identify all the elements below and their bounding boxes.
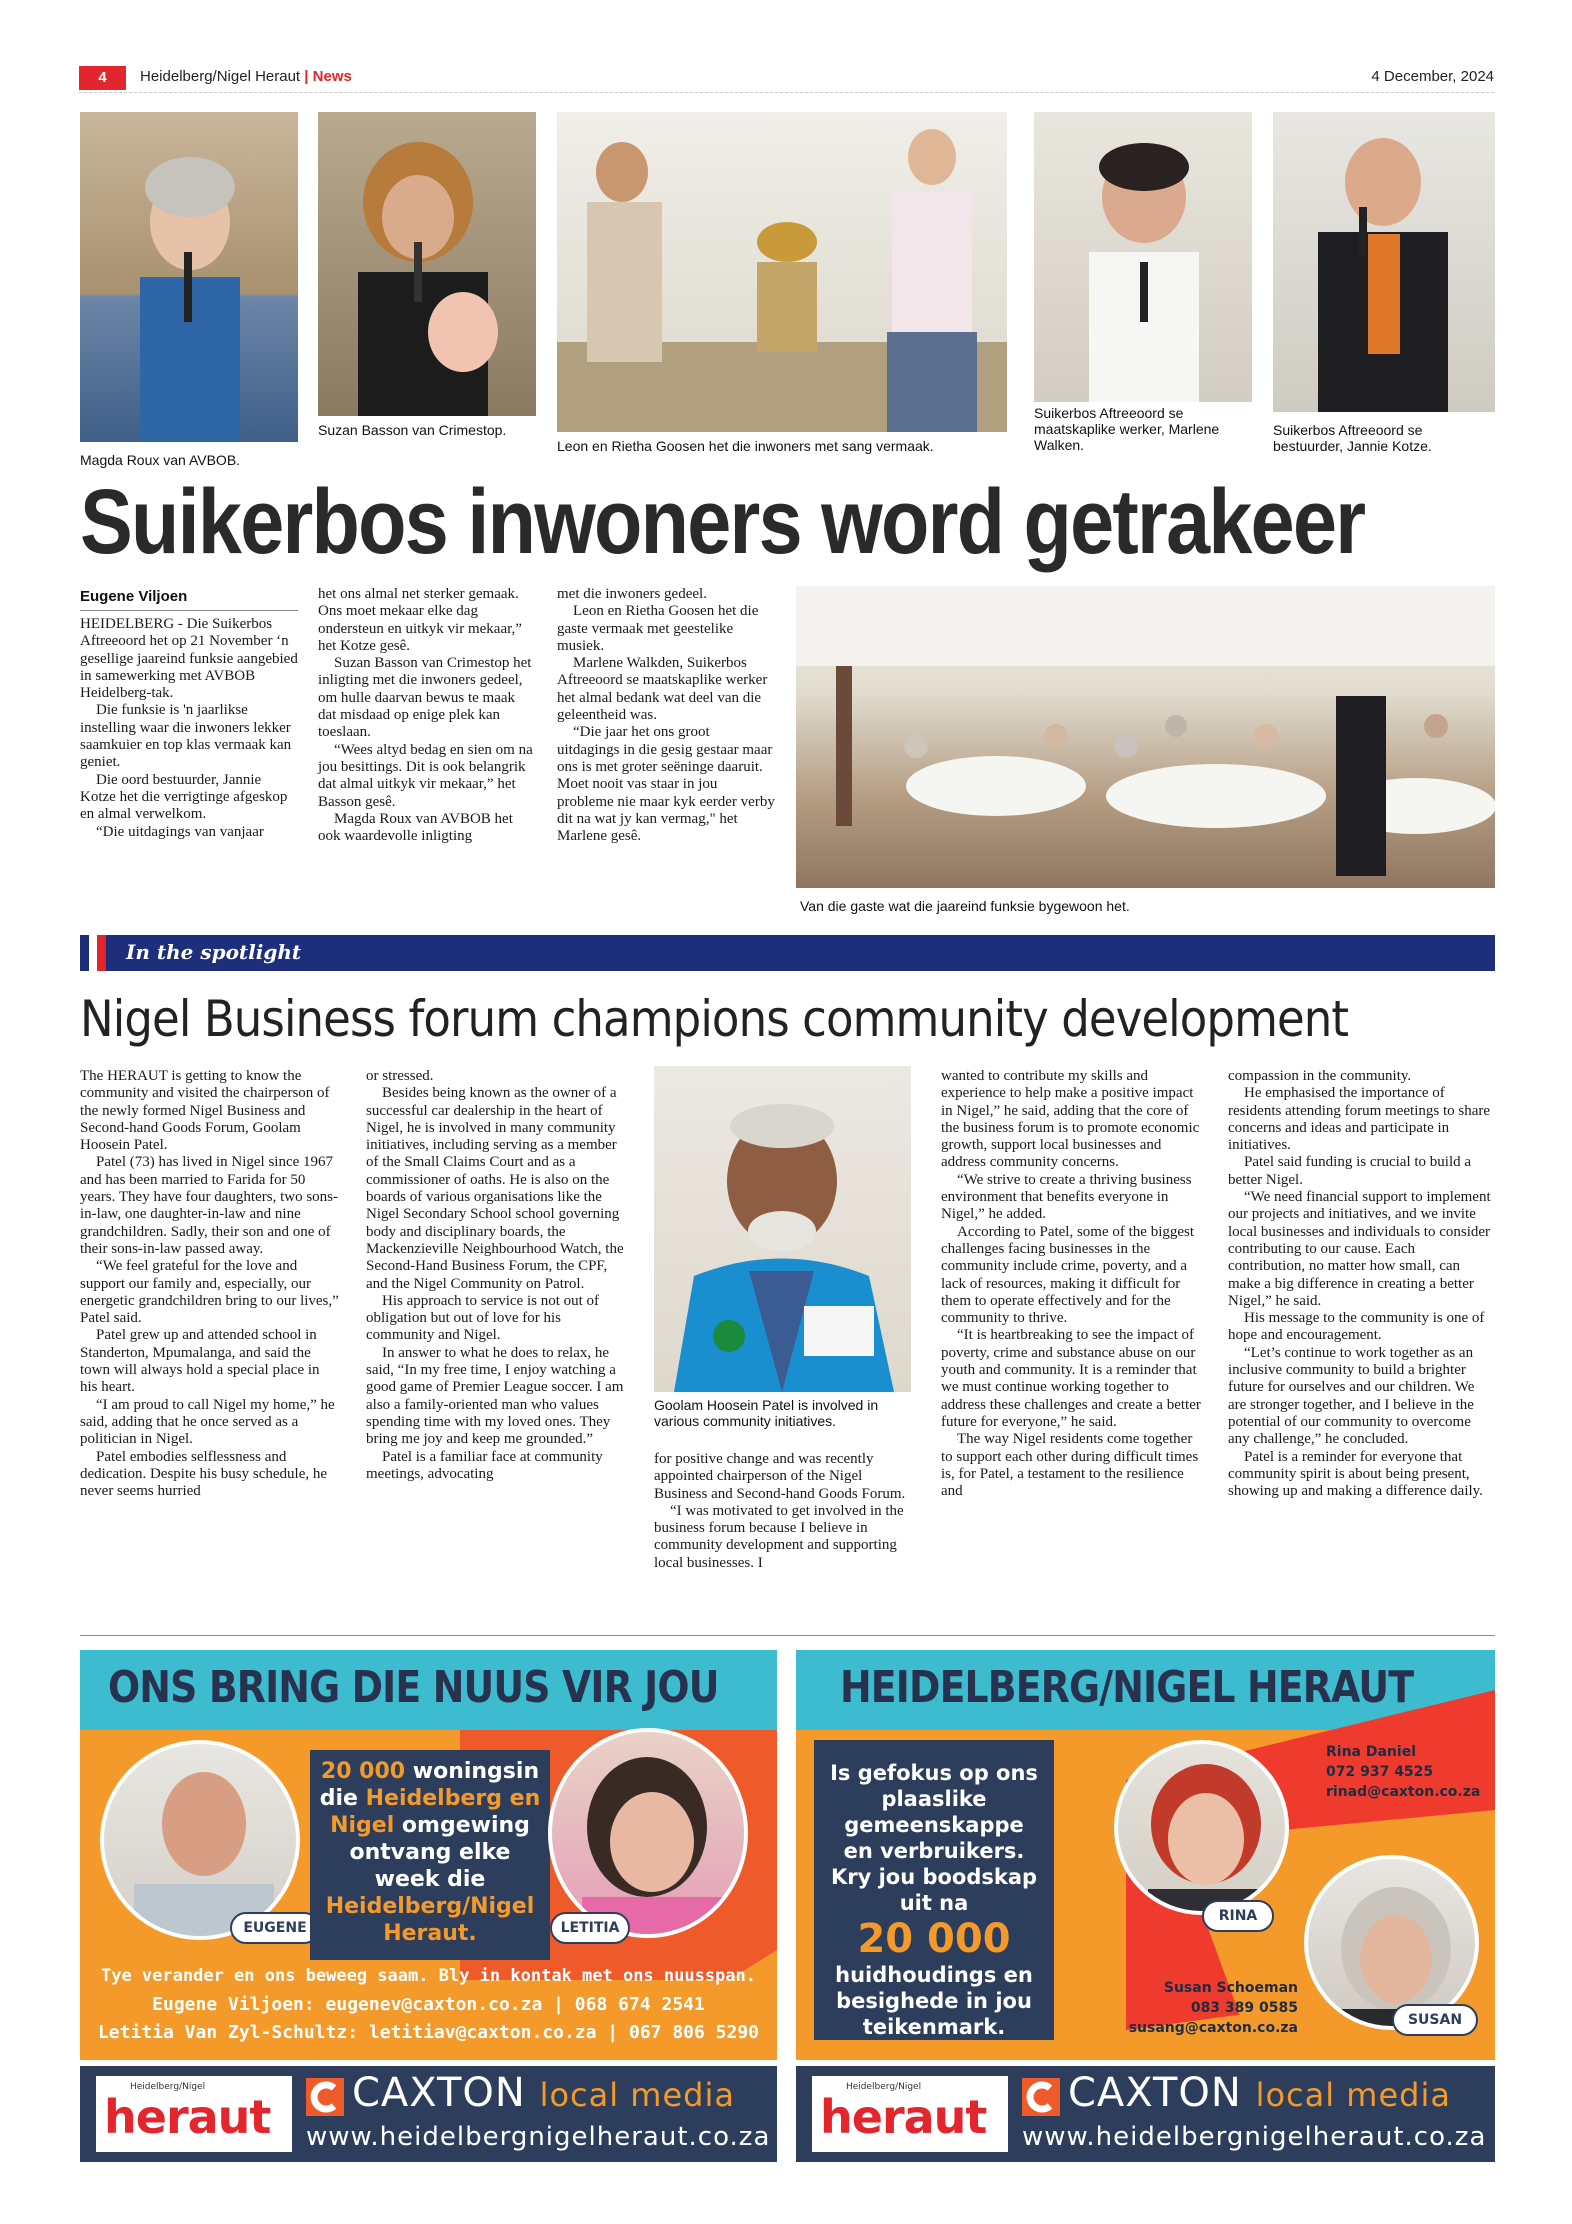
- article2-headline: Nigel Business forum champions community development: [80, 990, 1349, 1048]
- ad-left-tagline: Tye verander en ons beweeg saam. Bly in kontak met ons nuusspan.: [100, 1966, 757, 1986]
- article2-column-5: [1228, 1068, 1494, 1500]
- photo-figure: [1118, 1744, 1289, 1915]
- logo-big-text: heraut: [104, 2090, 271, 2144]
- photo-figure: [1034, 112, 1252, 402]
- paragraph: Patel embodies selflessness and dedication. Despite his busy schedule, he never seems hurried: [80, 1448, 328, 1500]
- ad-advertising: [796, 1650, 1495, 2060]
- photo-marlene-walken: [1034, 112, 1252, 402]
- caption-marlene-walken: Suikerbos Aftreeoord se maatskaplike werker, Marlene Walken.: [1034, 405, 1220, 453]
- header-divider: [79, 92, 1494, 93]
- caption-event-guests: Van die gaste wat die jaareind funksie bygewoon het.: [800, 898, 1130, 914]
- highlight-text: Nigel: [330, 1813, 395, 1838]
- paragraph: het ons almal net sterker gemaak. Ons moet mekaar elke dag ondersteun en uitkyk vir mekaar,” het Kotze gesê.: [318, 586, 522, 654]
- photo-figure: [318, 112, 536, 416]
- local-media-text: local media: [1255, 2076, 1451, 2114]
- name-tag-eugene: EUGENE: [230, 1912, 320, 1944]
- logo-big-text: heraut: [820, 2090, 987, 2144]
- paragraph: His message to the community is one of hope and encouragement.: [1228, 1310, 1485, 1344]
- heraut-logo: [812, 2076, 1008, 2152]
- paragraph: Die funksie is 'n jaarlikse instelling waar die inwoners lekker saamkuier en top klas vermaak kan geniet.: [80, 702, 292, 771]
- paragraph: Besides being known as the owner of a successful car dealership in the heart of Nigel, he is involved in many community initiatives, including serving as a member of the Small Claims Court and as a commissioner of oaths. He is also on the boards of various organisations like the Nigel Secondary School school governing body and disciplinary boards, the Mackenzieville Neighbourhood Watch, the Second-Hand Business Forum, the CPF, and the Nigel Community on Patrol.: [366, 1085, 624, 1292]
- article1-column-1: [80, 616, 298, 841]
- contact-name: Rina Daniel: [1326, 1744, 1416, 1760]
- photo-figure: [552, 1732, 748, 1938]
- contact-email[interactable]: susang@caxton.co.za: [1128, 2020, 1298, 2036]
- caxton-logo-icon: [306, 2078, 344, 2116]
- ad-news-team: [80, 1650, 777, 2060]
- paragraph: met die inwoners gedeel.: [557, 586, 707, 602]
- paragraph: “We need financial support to implement our projects and initiatives, and we invite local businesses and individuals to consider contributing to our cause. Each contribution, no matter how small, can make a big difference in creating a better Nigel,” he said.: [1228, 1189, 1491, 1309]
- message-text: omgewing: [394, 1813, 530, 1838]
- highlight-text: Heidelberg/Nigel: [325, 1894, 535, 1919]
- paragraph: Marlene Walkden, Suikerbos Aftreeoord se maatskaplike werker het almal bedank wat deel van die geleentheid was.: [557, 655, 768, 724]
- page-number: 4: [79, 66, 126, 90]
- paragraph: Patel (73) has lived in Nigel since 1967 and has been married to Farida for 50 years. They have four daughters, two sons-in-law, one daughter-in-law and nine grandchildren. Sadly, their son and one of their sons-in-law passed away.: [80, 1154, 338, 1257]
- photo-figure: [557, 112, 1007, 432]
- caption-goosen-singers: Leon en Rietha Goosen het die inwoners met sang vermaak.: [557, 438, 934, 454]
- photo-figure: [1273, 112, 1495, 412]
- highlight-text: Heidelberg en: [365, 1786, 541, 1811]
- contact-eugene[interactable]: Eugene Viljoen: eugenev@caxton.co.za | 068 674 2541: [152, 1994, 705, 2015]
- contact-phone[interactable]: 072 937 4525: [1326, 1764, 1434, 1780]
- photo-suzan-basson: [318, 112, 536, 416]
- paragraph: “Let’s continue to work together as an inclusive community to build a brighter future for ourselves and our children. We are stronger together, and I believe in the potential of our community to overcome any challenge,” he concluded.: [1228, 1344, 1475, 1448]
- ad-left-title: ONS BRING DIE NUUS VIR JOU: [108, 1662, 719, 1713]
- photo-figure: [104, 1744, 300, 1940]
- paragraph: Suzan Basson van Crimestop het inligting met die inwoners gedeel, om hulle daarvan bewus te maak dat misdaad op enige plek kan toeslaan.: [318, 655, 532, 741]
- paragraph: Leon en Rietha Goosen het die gaste vermaak met geestelike musiek.: [557, 603, 759, 654]
- paragraph: wanted to contribute my skills and experience to help make a positive impact in Nigel,” he said, adding that the core of the business forum is to promote economic growth, support local businesses and address community concerns.: [941, 1068, 1200, 1171]
- article1-column-3: [557, 586, 775, 845]
- name-tag-rina: RINA: [1202, 1900, 1274, 1932]
- heraut-logo: [96, 2076, 292, 2152]
- ad-left-message: [310, 1750, 550, 1960]
- caxton-text: CAXTON: [352, 2070, 526, 2116]
- paragraph: “We feel grateful for the love and support our family and, especially, our energetic grandchildren bring to our lives,” Patel said.: [80, 1258, 339, 1327]
- paragraph: Patel said funding is crucial to build a better Nigel.: [1228, 1154, 1472, 1188]
- name-tag-susan: SUSAN: [1392, 2004, 1478, 2036]
- contact-email[interactable]: rinad@caxton.co.za: [1326, 1784, 1481, 1800]
- photo-eugene: [100, 1740, 300, 1940]
- contact-name: Susan Schoeman: [1163, 1980, 1298, 1996]
- caption-magda-roux: Magda Roux van AVBOB.: [80, 452, 241, 468]
- caxton-text: CAXTON: [1068, 2070, 1242, 2116]
- photo-figure: [796, 586, 1495, 888]
- message-text: Is gefokus op ons plaaslike gemeenskappe en verbruikers. Kry jou boodskap uit na: [830, 1761, 1038, 1915]
- paragraph: “Die jaar het ons groot uitdagings in die gesig gestaar maar ons is met groter seëninge daaruit. Moet nooit vas staar in jou probleme nie maar kyk eerder verby dit na wat jy kan vermag," het Marlene gesê.: [557, 724, 775, 845]
- paragraph: The way Nigel residents come together to support each other during difficult times is, for Patel, a testament to the resilience and: [941, 1431, 1199, 1500]
- highlight-number: 20 000: [320, 1759, 406, 1784]
- paragraph: In answer to what he does to relax, he said, “In my free time, I enjoy watching a good game of Premier League soccer. I am also a family-oriented man who values spending time with my loved ones. They bring me joy and keep me grounded.”: [366, 1344, 624, 1448]
- paragraph: “We strive to create a thriving business environment that benefits everyone in Nigel,” he added.: [941, 1171, 1192, 1223]
- highlight-number: 20 000: [857, 1916, 1011, 1962]
- contact-susan[interactable]: [1046, 1978, 1298, 2038]
- photo-rina: [1114, 1740, 1289, 1915]
- paragraph: for positive change and was recently appointed chairperson of the Nigel Business and Second-hand Goods Forum.: [654, 1451, 906, 1502]
- paragraph: “It is heartbreaking to see the impact of poverty, crime and substance abuse on our youth and community. It is a reminder that we must continue working together to address these challenges and create a better future for everyone,” he said.: [941, 1327, 1201, 1430]
- caption-jannie-kotze: Suikerbos Aftreeoord se bestuurder, Jannie Kotze.: [1273, 422, 1432, 454]
- paragraph: “I was motivated to get involved in the business forum because I believe in community development and supporting local businesses. I: [654, 1502, 904, 1571]
- photo-letitia: [548, 1728, 748, 1938]
- paragraph: He emphasised the importance of residents attending forum meetings to share concerns and ideas and participate in initiatives.: [1228, 1085, 1491, 1154]
- issue-date: 4 December, 2024: [1371, 68, 1494, 85]
- header-separator: |: [304, 68, 309, 85]
- contact-phone[interactable]: 083 389 0585: [1190, 2000, 1298, 2016]
- highlight-text: Heraut.: [383, 1921, 477, 1946]
- paragraph: compassion in the community.: [1228, 1068, 1412, 1084]
- paragraph: According to Patel, some of the biggest challenges facing businesses in the community include crime, poverty, and a lack of resources, making it difficult for them to operate effectively and for the community to thrive.: [941, 1223, 1195, 1327]
- paragraph: Patel grew up and attended school in Standerton, Mpumalanga, and said the town will always hold a special place in his heart.: [80, 1327, 320, 1396]
- caption-goolam-patel: Goolam Hoosein Patel is involved in various community initiatives.: [654, 1397, 879, 1429]
- footer-bar-left: [80, 2066, 777, 2162]
- message-text: huidhoudings en besighede in jou teikenmark.: [835, 1963, 1033, 2039]
- photo-goosen-singers: [557, 112, 1007, 432]
- contact-letitia[interactable]: Letitia Van Zyl-Schultz: letitiav@caxton.co.za | 067 806 5290: [97, 2022, 760, 2043]
- caption-suzan-basson: Suzan Basson van Crimestop.: [318, 422, 507, 438]
- photo-goolam-patel: [654, 1066, 911, 1392]
- paragraph: “Wees altyd bedag en sien om na jou besittings. Dit is ook belangrik dat almal uitkyk vir mekaar,” het Basson gesê.: [318, 741, 533, 810]
- caxton-wordmark: [352, 2070, 735, 2116]
- local-media-text: local media: [539, 2076, 735, 2114]
- article2-column-2: [366, 1068, 624, 1483]
- article1-column-2: [318, 586, 536, 845]
- photo-magda-roux: [80, 112, 298, 442]
- flag-icon: [80, 935, 106, 971]
- article1-headline: Suikerbos inwoners word getrakeer: [80, 471, 1365, 573]
- article2-column-1: [80, 1068, 340, 1500]
- footer-bar-right: [796, 2066, 1495, 2162]
- contact-rina[interactable]: [1326, 1742, 1480, 1802]
- caxton-wordmark: [1068, 2070, 1451, 2116]
- paragraph: The HERAUT is getting to know the community and visited the chairperson of the newly formed Nigel Business and Second-hand Goods Forum, Goolam Hoosein Patel.: [80, 1068, 330, 1154]
- publication-name: Heidelberg/Nigel Heraut: [140, 68, 301, 85]
- paragraph: or stressed.: [366, 1068, 434, 1084]
- message-text: week die: [374, 1867, 486, 1892]
- article1-byline: Eugene Viljoen: [80, 588, 298, 611]
- website-link[interactable]: www.heidelbergnigelheraut.co.za: [306, 2122, 771, 2152]
- paragraph: Patel is a familiar face at community meetings, advocating: [366, 1448, 603, 1482]
- caxton-logo-icon: [1022, 2078, 1060, 2116]
- photo-event-guests: [796, 586, 1495, 888]
- photo-jannie-kotze: [1273, 112, 1495, 412]
- section-divider: [80, 1635, 1495, 1636]
- paragraph: His approach to service is not out of obligation but out of love for his community and Nigel.: [366, 1292, 600, 1344]
- photo-figure: [80, 112, 298, 442]
- website-link[interactable]: www.heidelbergnigelheraut.co.za: [1022, 2122, 1487, 2152]
- article2-column-4: [941, 1068, 1201, 1500]
- paragraph: “I am proud to call Nigel my home,” he said, adding that he once served as a politician in Nigel.: [80, 1396, 335, 1448]
- logo-small-text: Heidelberg/Nigel: [130, 2082, 206, 2092]
- ad-right-title: HEIDELBERG/NIGEL HERAUT: [840, 1662, 1414, 1713]
- message-text: ontvang elke: [349, 1840, 511, 1865]
- article2-column-3: [654, 1451, 912, 1572]
- message-text: die: [319, 1786, 366, 1811]
- paragraph: “Die uitdagings van vanjaar: [96, 823, 264, 840]
- name-tag-letitia: LETITIA: [550, 1912, 630, 1944]
- section-name: News: [312, 68, 352, 85]
- photo-figure: [654, 1066, 911, 1392]
- publication-header: [140, 68, 352, 85]
- paragraph: HEIDELBERG - Die Suikerbos Aftreeoord het op 21 November ‘n gesellige jaareind funksie aangebied in samewerking met AVBOB Heidelberg-tak.: [80, 616, 298, 702]
- paragraph: Magda Roux van AVBOB het ook waardevolle inligting: [318, 810, 513, 845]
- spotlight-label: In the spotlight: [126, 940, 302, 964]
- message-text: woningsin: [405, 1759, 540, 1784]
- logo-small-text: Heidelberg/Nigel: [846, 2082, 922, 2092]
- ad-right-message: [814, 1740, 1054, 2040]
- paragraph: Patel is a reminder for everyone that community spirit is about being present, showing up and making a difference daily.: [1228, 1448, 1483, 1500]
- paragraph: Die oord bestuurder, Jannie Kotze het die verrigtinge afgeskop en almal verwelkom.: [80, 771, 288, 823]
